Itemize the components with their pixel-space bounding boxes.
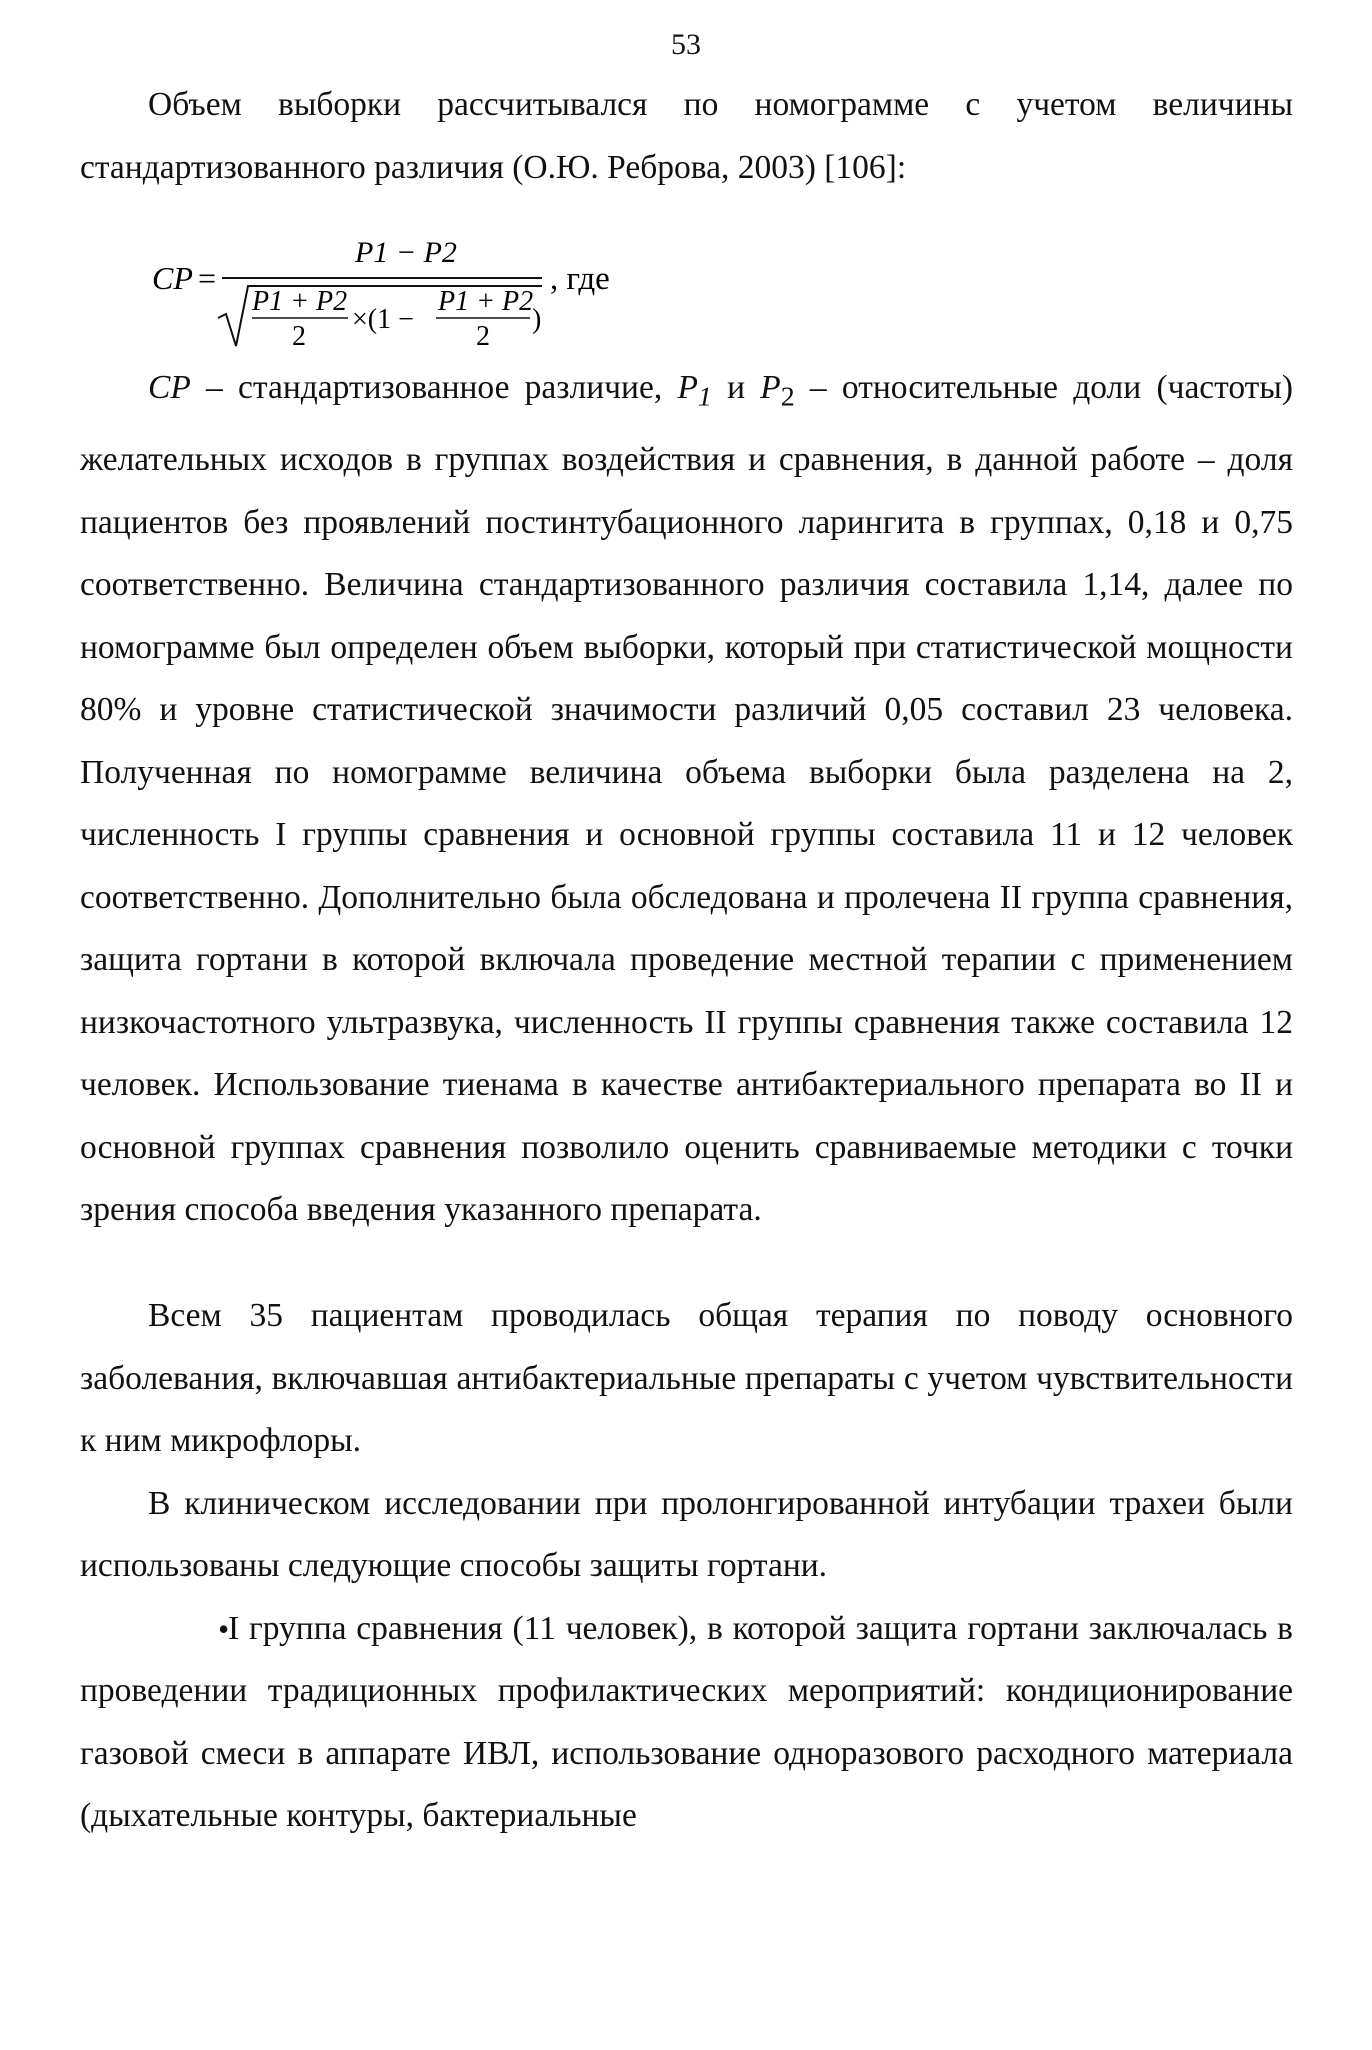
inner-left-denominator: 2 <box>292 321 306 352</box>
p2-symbol: P <box>760 369 781 406</box>
therapy-paragraph: Всем 35 пациентам проводилась общая терапия по поводу основного заболевания, включавшая антибактериальные препараты с учетом чувствительности к ним микрофлоры. <box>80 1297 1293 1459</box>
definition-rest: – относительные доли (частоты) желательных исходов в группах воздействия и сравнения, в данной работе – доля пациентов без проявлений постинтубационного ларингита в группах, 0,18 и 0,75 соответственно. Величина стандартизованного различия составила 1,14, далее по номограмме был определен объем выборки, который при статистической мощности 80% и уровне статистической значимости различий 0,05 составил 23 человека. Полученная по номограмме величина объема выборки была разделена на 2, численность I группы сравнения и основной группы составила 11 и 12 человек соответственно. Дополнительно была обследована и пролечена II группа сравнения, защита гортани в которой включала проведение местной терапии с применением низкочастотного ультразвука, численность II группы сравнения также составила 12 человек. Использование тиенама в качестве антибактериального препарата во II и основной группах сравнения позволило оценить сравниваемые методики с точки зрения способа введения указанного препарата. <box>80 369 1293 1229</box>
inner-right-numerator: P1 + P2 <box>438 286 534 317</box>
final-block <box>80 1285 1293 1848</box>
inner-right-denominator: 2 <box>476 321 490 352</box>
bullet-icon: • <box>218 1610 230 1647</box>
p1-symbol: P <box>677 369 698 406</box>
inner-left-numerator: P1 + P2 <box>252 286 348 317</box>
formula-graphic <box>152 210 672 350</box>
formula-numerator: P1 − P2 <box>355 236 457 269</box>
and-text: и <box>711 369 761 406</box>
p1-subscript <box>698 382 712 413</box>
definition-block <box>80 357 1293 1242</box>
bullet-item-group-one <box>80 1598 1293 1848</box>
formula-suffix: , где <box>550 261 610 297</box>
formula-times: ×(1 − <box>352 304 414 335</box>
clinical-paragraph: В клиническом исследовании при пролонгированной интубации трахеи были использованы следующие способы защиты гортани. <box>80 1484 1293 1584</box>
standardized-difference-formula <box>152 210 672 350</box>
p2-subscript <box>781 382 795 413</box>
formula-equals: = <box>198 260 217 296</box>
cp-symbol: CP <box>148 369 191 406</box>
intro-paragraph: Объем выборки рассчитывался по номограмме с учетом величины стандартизованного различия (О.Ю. Реброва, 2003) [106]: <box>80 86 1293 186</box>
page-number: 53 <box>671 28 701 61</box>
formula-close-paren: ) <box>532 304 542 335</box>
formula-lhs: CP <box>152 260 193 296</box>
bullet-text: I группа сравнения (11 человек), в которой защита гортани заключалась в проведении традиционных профилактических мероприятий: кондиционирование газовой смеси в аппарате ИВЛ, использование одноразового расходного материала (дыхательные контуры, бактериальные <box>80 1609 1293 1834</box>
definition-paragraph <box>80 357 1293 1242</box>
intro-block <box>80 74 1293 199</box>
p2-sub-text: 2 <box>780 381 795 413</box>
p1-sub-text: 1 <box>697 381 712 413</box>
cp-text: – стандартизованное различие, <box>190 369 678 406</box>
